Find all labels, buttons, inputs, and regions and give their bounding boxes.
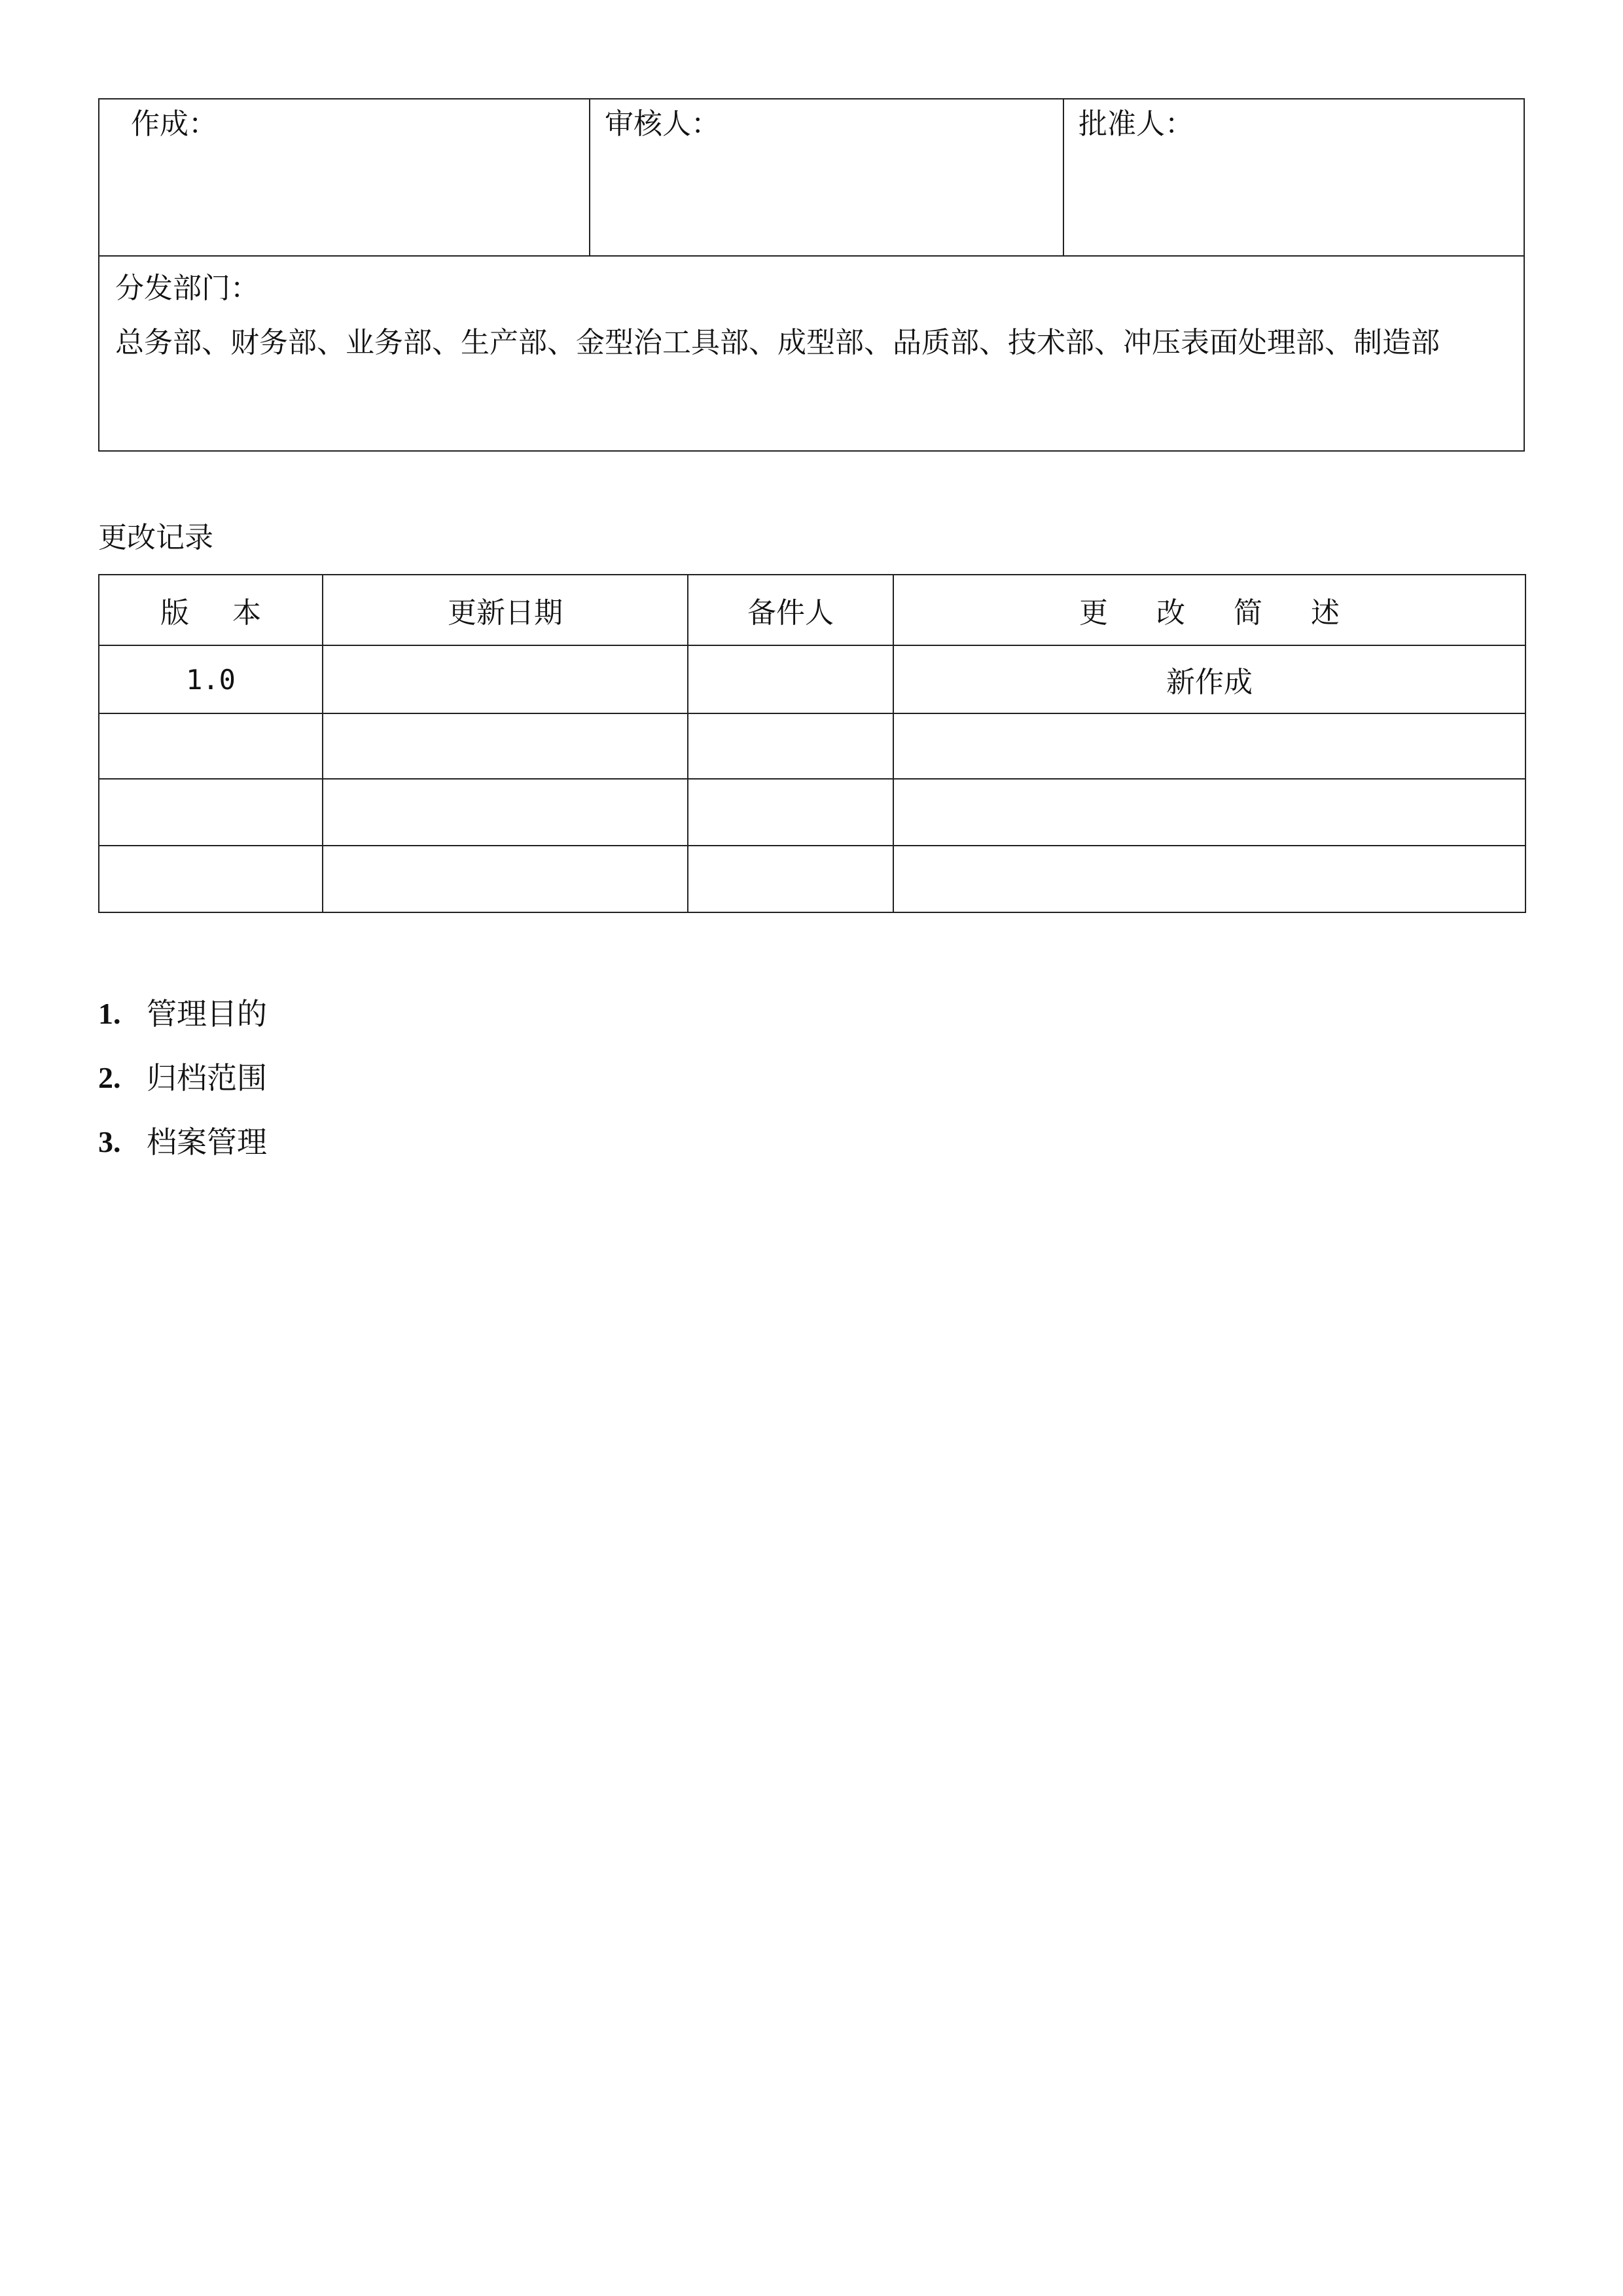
section-item <box>98 1046 267 1110</box>
table-row <box>99 779 1525 846</box>
distribution-list: 总务部、财务部、业务部、生产部、金型治工具部、成型部、品质部、技术部、冲压表面处理部、制造部 <box>115 326 1440 359</box>
cell-update-date <box>323 846 688 912</box>
reviewer-label: 审核人： <box>605 107 720 141</box>
cell-version: 1.0 <box>99 645 323 713</box>
revision-record-title: 更改记录 <box>98 521 213 554</box>
cell-change-summary <box>893 779 1525 846</box>
cell-author <box>688 779 893 846</box>
cell-change-summary <box>893 846 1525 912</box>
revision-header-row <box>99 575 1525 645</box>
section-item <box>98 1110 267 1174</box>
header-update-date: 更新日期 <box>323 575 688 645</box>
table-row <box>99 645 1525 713</box>
cell-version <box>99 846 323 912</box>
section-item <box>98 982 267 1046</box>
approver-label: 批准人： <box>1079 107 1194 141</box>
section-number: 2. <box>98 1061 121 1094</box>
section-title: 归档范围 <box>147 1060 267 1096</box>
cell-update-date <box>323 645 688 713</box>
prepared-by-cell <box>99 99 590 256</box>
section-title: 档案管理 <box>147 1124 267 1160</box>
prepared-by-label: 作成： <box>131 107 217 141</box>
cell-update-date <box>323 779 688 846</box>
cell-version <box>99 713 323 779</box>
section-number: 3. <box>98 1125 121 1158</box>
distribution-cell <box>99 256 1524 451</box>
revision-table <box>98 574 1526 913</box>
table-row <box>99 713 1525 779</box>
header-version: 版 本 <box>99 575 323 645</box>
section-list <box>98 982 267 1174</box>
reviewer-cell <box>590 99 1063 256</box>
header-author: 备件人 <box>688 575 893 645</box>
header-change-summary: 更 改 简 述 <box>893 575 1525 645</box>
approver-cell <box>1063 99 1524 256</box>
table-row <box>99 846 1525 912</box>
cell-version <box>99 779 323 846</box>
cell-author <box>688 846 893 912</box>
distribution-label: 分发部门： <box>115 272 259 305</box>
section-number: 1. <box>98 997 121 1030</box>
cell-author <box>688 713 893 779</box>
cell-author <box>688 645 893 713</box>
section-title: 管理目的 <box>147 996 267 1031</box>
cell-change-summary: 新作成 <box>893 645 1525 713</box>
approval-table <box>98 98 1525 452</box>
cell-update-date <box>323 713 688 779</box>
cell-change-summary <box>893 713 1525 779</box>
